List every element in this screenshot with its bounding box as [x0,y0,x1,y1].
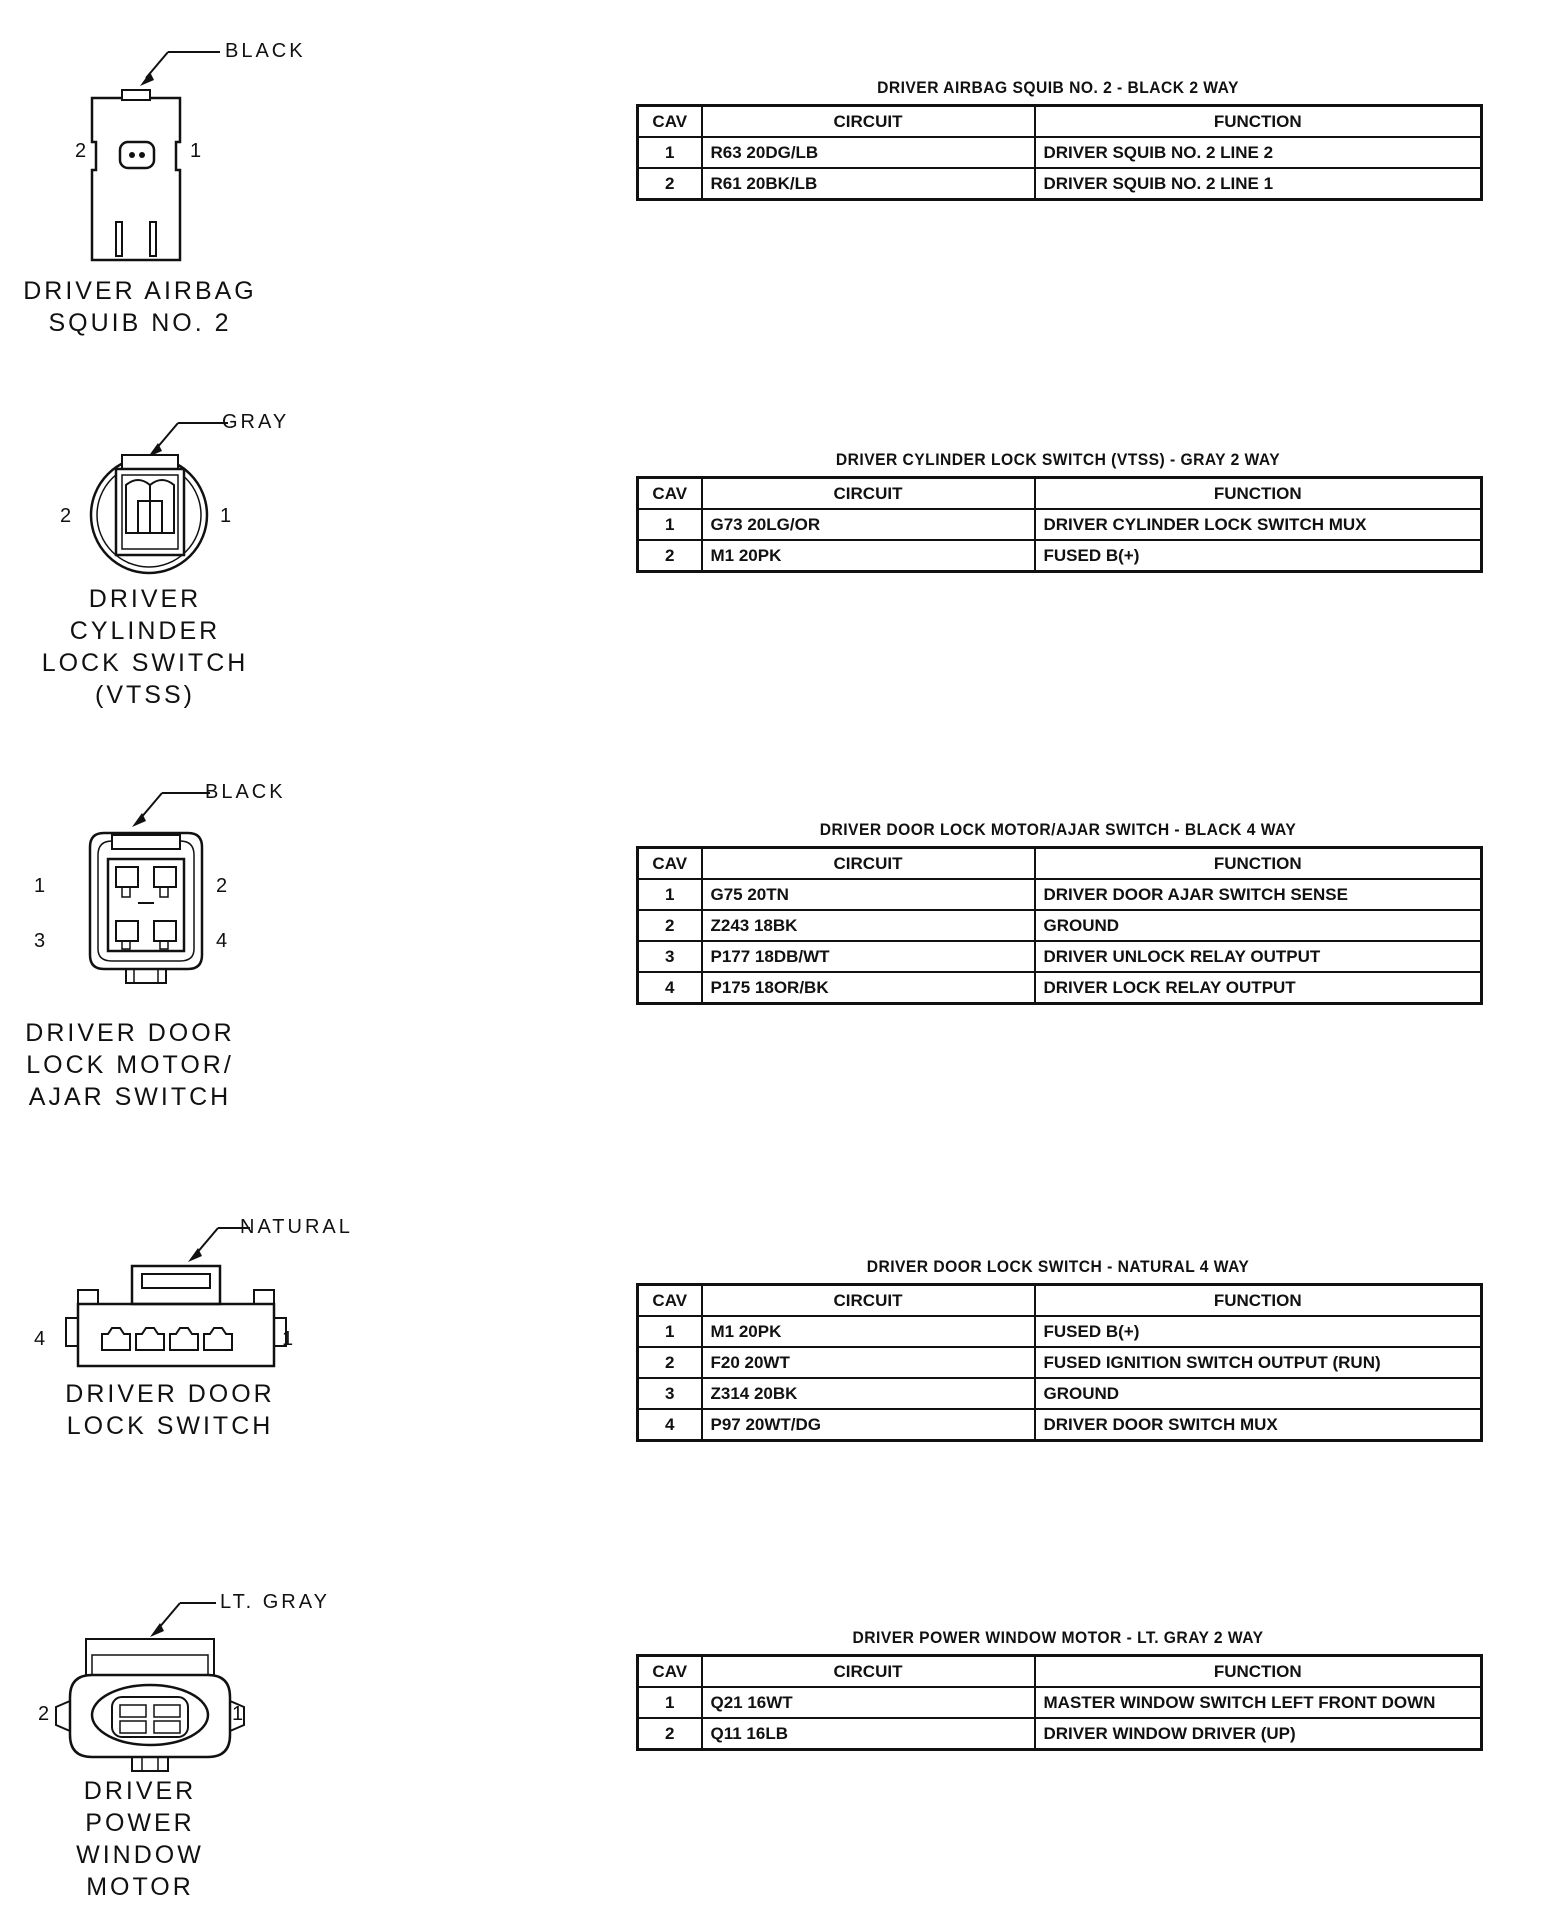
pin-number: 2 [75,140,87,162]
header-circuit: CIRCUIT [702,1285,1035,1317]
table-row [638,910,1482,941]
cell-function: FUSED IGNITION SWITCH OUTPUT (RUN) [1035,1347,1482,1378]
header-cav: CAV [638,848,702,880]
connector-name: DRIVER DOOR LOCK SWITCH [65,1380,275,1440]
header-circuit: CIRCUIT [702,848,1035,880]
pinout-table-door-lock-motor [636,820,1480,1005]
table-row [638,1378,1482,1409]
table-header-row [638,848,1482,880]
cell-cav: 4 [638,1409,702,1441]
pin-number: 1 [282,1328,294,1350]
header-cav: CAV [638,1285,702,1317]
pin-number: 2 [38,1703,50,1725]
table-title: DRIVER POWER WINDOW MOTOR - LT. GRAY 2 WAY [852,1628,1264,1647]
pinout-table-power-window [636,1628,1480,1751]
cell-circuit: M1 20PK [702,540,1035,572]
table-row [638,1409,1482,1441]
table-row [638,1687,1482,1718]
connector-name: DRIVER AIRBAG SQUIB NO. 2 [23,277,257,337]
connector-color-tag: GRAY [222,411,290,433]
connector-diagram-door-lock-motor [20,775,350,1120]
cell-function: DRIVER CYLINDER LOCK SWITCH MUX [1035,509,1482,540]
header-cav: CAV [638,106,702,138]
pin-number: 1 [190,140,202,162]
header-circuit: CIRCUIT [702,106,1035,138]
cell-cav: 3 [638,941,702,972]
cell-cav: 2 [638,1718,702,1750]
connector-name: DRIVER POWER WINDOW MOTOR [76,1777,204,1901]
cell-function: DRIVER DOOR SWITCH MUX [1035,1409,1482,1441]
pin-number: 1 [220,505,232,527]
cell-cav: 2 [638,168,702,200]
pinout-table-airbag-squib [636,78,1480,201]
cell-cav: 3 [638,1378,702,1409]
table-row [638,509,1482,540]
table-title: DRIVER DOOR LOCK MOTOR/AJAR SWITCH - BLACK 4 WAY [819,820,1297,839]
table-header-row [638,106,1482,138]
cell-function: DRIVER UNLOCK RELAY OUTPUT [1035,941,1482,972]
cell-circuit: F20 20WT [702,1347,1035,1378]
pin-number: 2 [60,505,72,527]
connector-color-tag: LT. GRAY [220,1591,330,1613]
cell-cav: 2 [638,1347,702,1378]
connector-color-tag: NATURAL [240,1216,353,1238]
table-title: DRIVER AIRBAG SQUIB NO. 2 - BLACK 2 WAY [877,78,1239,97]
pin-number: 4 [34,1328,46,1350]
cell-function: MASTER WINDOW SWITCH LEFT FRONT DOWN [1035,1687,1482,1718]
table-row [638,1347,1482,1378]
connector-diagram-door-lock-switch [20,1210,353,1450]
cell-cav: 2 [638,910,702,941]
cell-cav: 2 [638,540,702,572]
cell-circuit: G75 20TN [702,879,1035,910]
header-function: FUNCTION [1035,848,1482,880]
connector-diagram-airbag-squib [20,30,350,350]
header-function: FUNCTION [1035,106,1482,138]
connector-color-tag: BLACK [205,781,286,803]
cell-circuit: P177 18DB/WT [702,941,1035,972]
table-header-row [638,478,1482,510]
cell-circuit: Z243 18BK [702,910,1035,941]
cell-circuit: Q21 16WT [702,1687,1035,1718]
table-title: DRIVER DOOR LOCK SWITCH - NATURAL 4 WAY [866,1257,1250,1276]
table-row [638,972,1482,1004]
cell-cav: 1 [638,509,702,540]
cell-circuit: P97 20WT/DG [702,1409,1035,1441]
cell-circuit: Q11 16LB [702,1718,1035,1750]
table-row [638,941,1482,972]
cell-function: DRIVER WINDOW DRIVER (UP) [1035,1718,1482,1750]
header-function: FUNCTION [1035,478,1482,510]
table-row [638,1316,1482,1347]
connector-name: DRIVER CYLINDER LOCK SWITCH (VTSS) [41,585,249,709]
cell-function: DRIVER SQUIB NO. 2 LINE 1 [1035,168,1482,200]
pinout-table-door-lock-switch [636,1257,1480,1442]
table-title: DRIVER CYLINDER LOCK SWITCH (VTSS) - GRAY 2 WAY [835,450,1281,469]
cell-function: FUSED B(+) [1035,540,1482,572]
header-cav: CAV [638,1656,702,1688]
cell-cav: 4 [638,972,702,1004]
table-row [638,879,1482,910]
cell-function: GROUND [1035,910,1482,941]
cell-circuit: R63 20DG/LB [702,137,1035,168]
table-header-row [638,1656,1482,1688]
cell-cav: 1 [638,1316,702,1347]
connector-diagram-power-window [20,1585,350,1905]
cell-function: GROUND [1035,1378,1482,1409]
pin-number: 3 [34,930,46,952]
connector-name: DRIVER DOOR LOCK MOTOR/ AJAR SWITCH [25,1019,235,1111]
pin-number: 1 [34,875,46,897]
cell-function: DRIVER SQUIB NO. 2 LINE 2 [1035,137,1482,168]
header-circuit: CIRCUIT [702,478,1035,510]
header-circuit: CIRCUIT [702,1656,1035,1688]
cell-function: DRIVER LOCK RELAY OUTPUT [1035,972,1482,1004]
cell-cav: 1 [638,1687,702,1718]
cell-cav: 1 [638,137,702,168]
connector-diagram-cylinder-lock [20,405,350,709]
cell-circuit: R61 20BK/LB [702,168,1035,200]
pin-number: 4 [216,930,228,952]
cell-circuit: P175 18OR/BK [702,972,1035,1004]
table-row [638,1718,1482,1750]
cell-circuit: G73 20LG/OR [702,509,1035,540]
table-row [638,137,1482,168]
table-row [638,168,1482,200]
table-header-row [638,1285,1482,1317]
pin-number: 1 [232,1703,244,1725]
cell-function: FUSED B(+) [1035,1316,1482,1347]
pinout-table-cylinder-lock [636,450,1480,573]
header-cav: CAV [638,478,702,510]
cell-function: DRIVER DOOR AJAR SWITCH SENSE [1035,879,1482,910]
cell-circuit: M1 20PK [702,1316,1035,1347]
header-function: FUNCTION [1035,1285,1482,1317]
pin-number: 2 [216,875,228,897]
cell-circuit: Z314 20BK [702,1378,1035,1409]
cell-cav: 1 [638,879,702,910]
table-row [638,540,1482,572]
header-function: FUNCTION [1035,1656,1482,1688]
connector-color-tag: BLACK [225,40,306,62]
